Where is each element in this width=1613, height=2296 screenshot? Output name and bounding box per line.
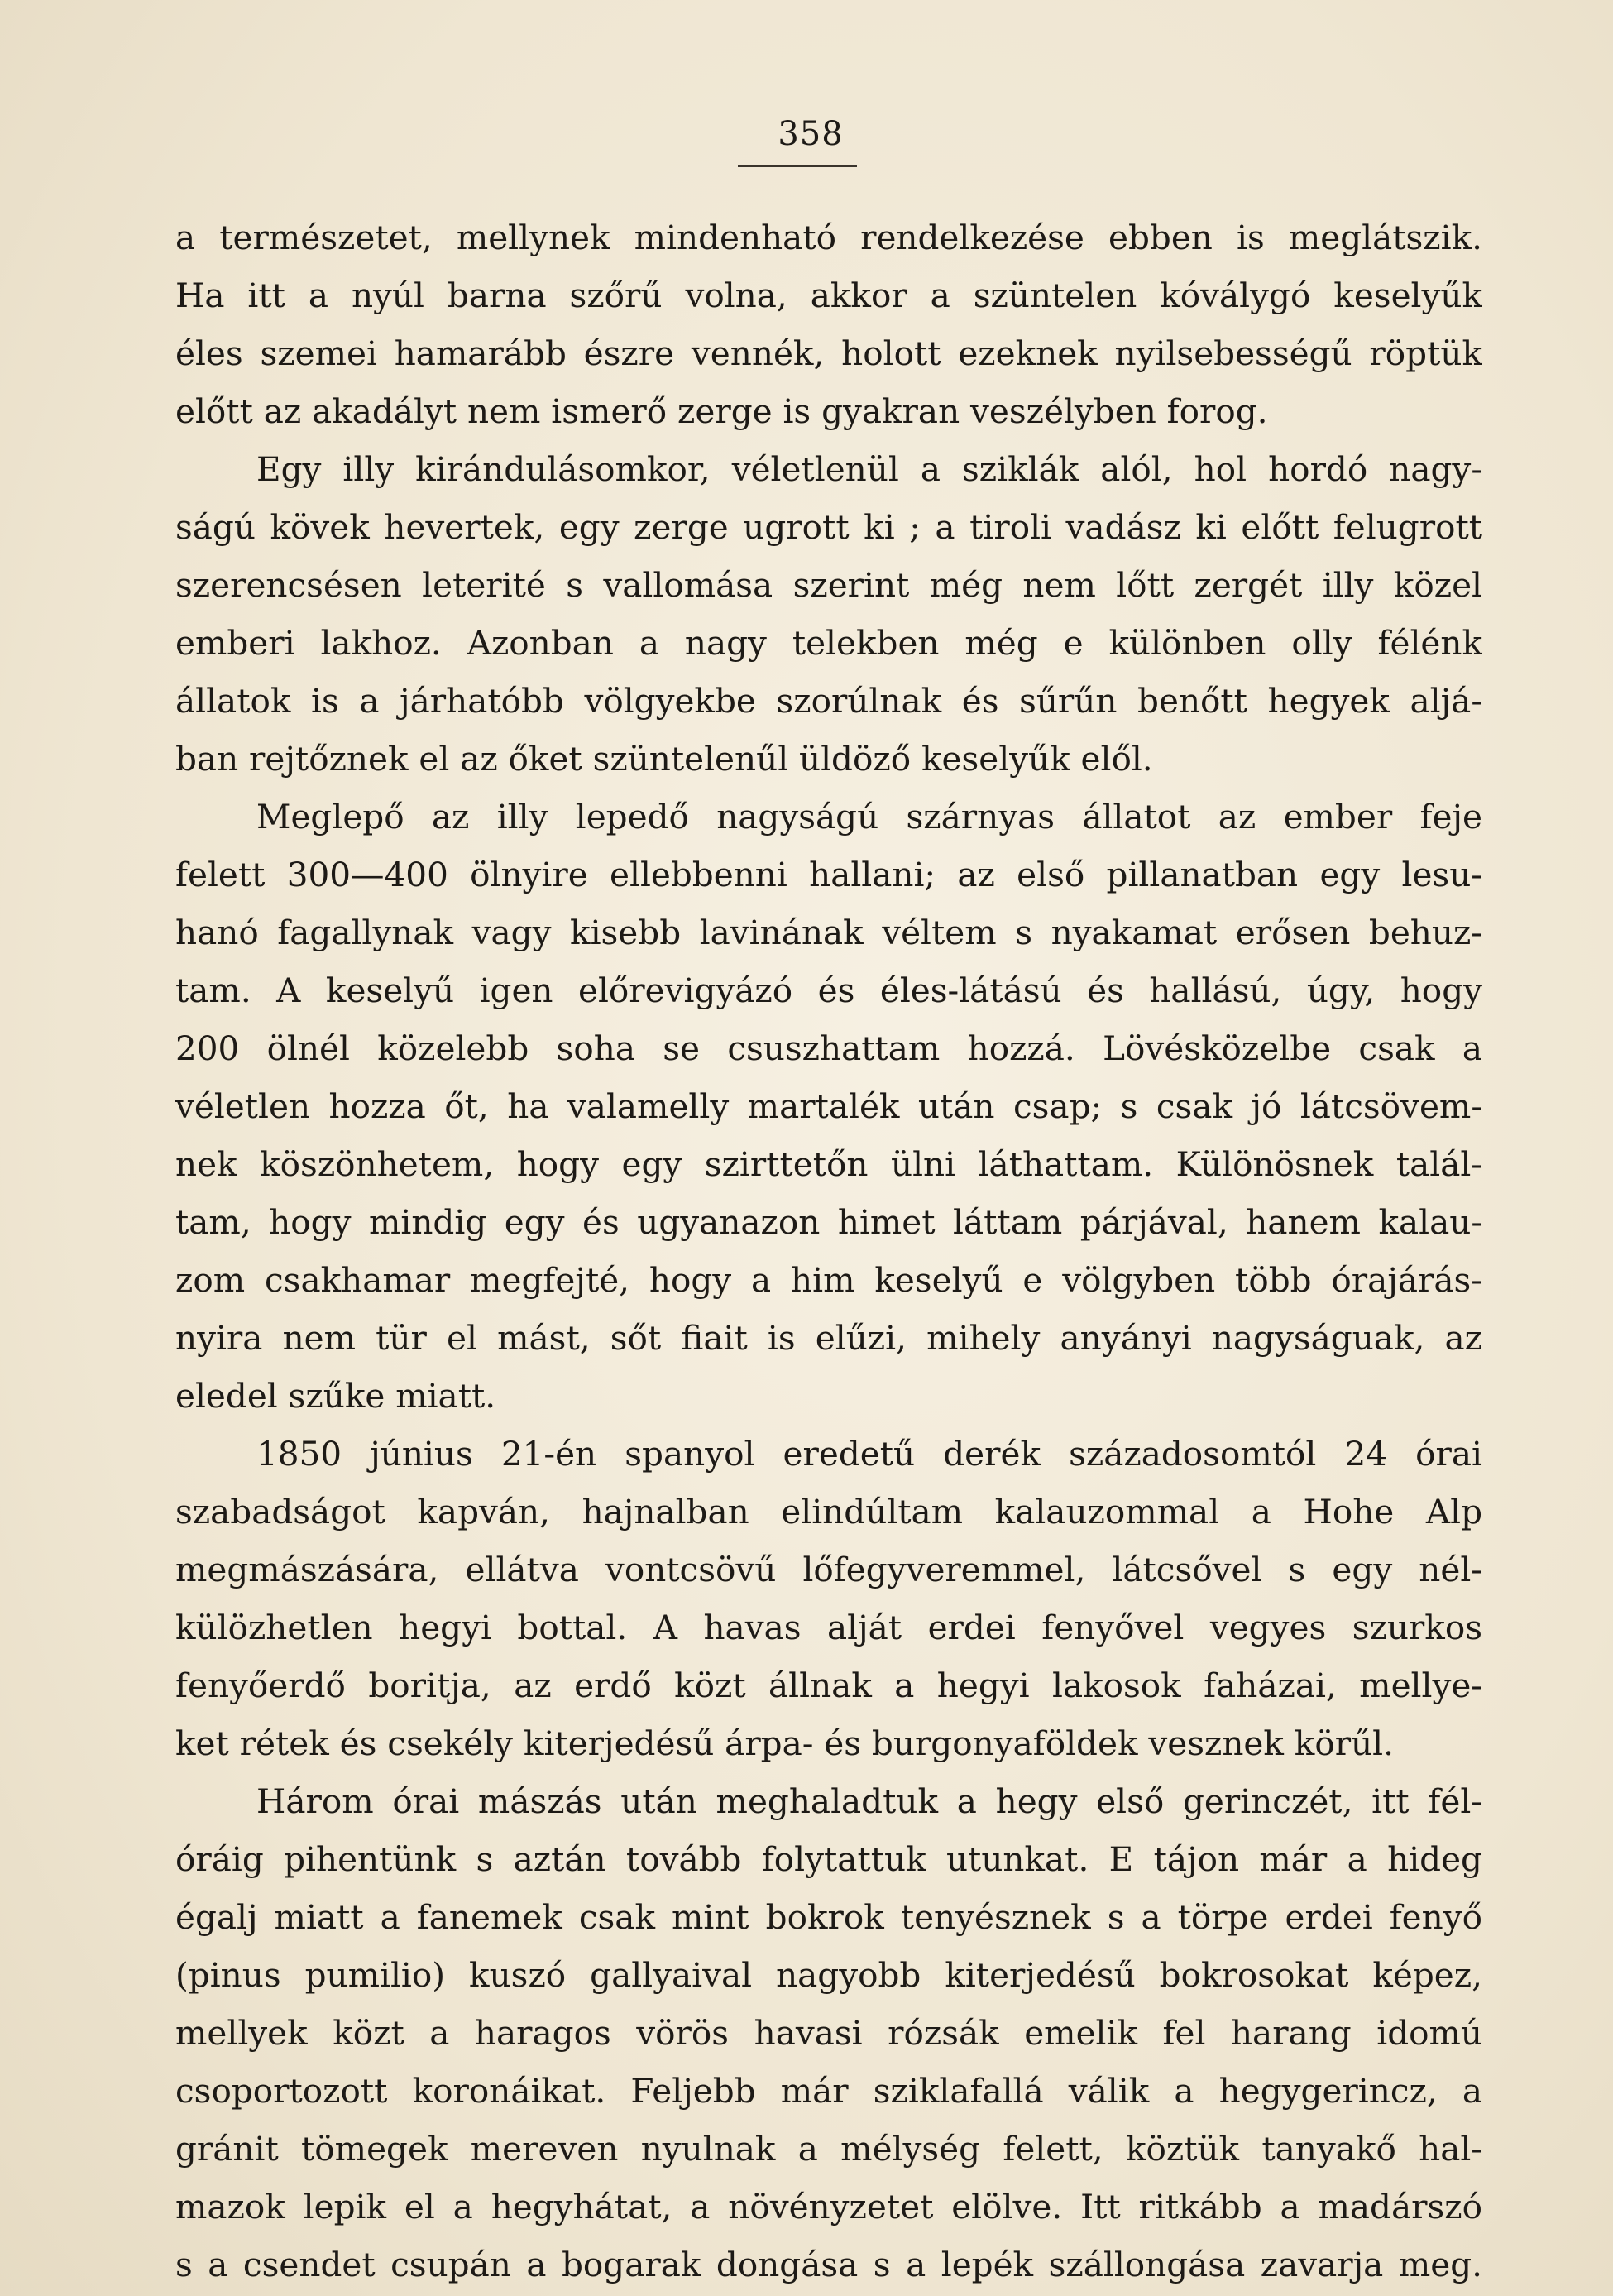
text-line: nyira nem tür el mást, sőt fiait is elűzi, mihely anyányi nagyságuak, az xyxy=(175,1318,1482,1358)
text-line: 1850 június 21-én spanyol eredetű derék századosomtól 24 órai xyxy=(256,1434,1482,1474)
text-line: óráig pihentünk s aztán tovább folytattuk utunkat. E tájon már a hideg xyxy=(175,1839,1482,1879)
text-line: hanó fagallynak vagy kisebb lavinának véltem s nyakamat erősen behuz- xyxy=(175,913,1482,952)
text-line: Meglepő az illy lepedő nagyságú szárnyas állatot az ember feje xyxy=(256,797,1482,836)
text-line: (pinus pumilio) kuszó gallyaival nagyobb kiterjedésű bokrosokat képez, xyxy=(175,1955,1482,1995)
text-line: 200 ölnél közelebb soha se csuszhattam hozzá. Lövésközelbe csak a xyxy=(175,1028,1482,1068)
text-line: nek köszönhetem, hogy egy szirttetőn ülni láthattam. Különösnek talál- xyxy=(175,1144,1482,1184)
text-line: tam. A keselyű igen előrevigyázó és éles-látású és hallású, úgy, hogy xyxy=(175,971,1482,1010)
text-line: éles szemei hamarább észre vennék, holott ezeknek nyilsebességű röptük xyxy=(175,333,1482,373)
text-line: zom csakhamar megfejté, hogy a him keselyű e völgyben több órajárás- xyxy=(175,1260,1482,1300)
body-text xyxy=(175,209,1482,2294)
text-line: előtt az akadályt nem ismerő zerge is gyakran veszélyben forog. xyxy=(175,391,1268,431)
text-line: emberi lakhoz. Azonban a nagy telekben még e különben olly félénk xyxy=(175,623,1482,663)
text-line: szerencsésen leterité s vallomása szerint még nem lőtt zergét illy közel xyxy=(175,565,1482,605)
text-line: fenyőerdő boritja, az erdő közt állnak a hegyi lakosok faházai, mellye- xyxy=(175,1666,1482,1705)
page-number: 358 xyxy=(778,115,844,153)
text-line: eledel szűke miatt. xyxy=(175,1376,496,1416)
text-line: Egy illy kirándulásomkor, véletlenül a sziklák alól, hol hordó nagy- xyxy=(256,449,1482,489)
text-line: felett 300—400 ölnyire ellebbenni hallani; az első pillanatban egy lesu- xyxy=(175,855,1482,894)
text-line: véletlen hozza őt, ha valamelly martalék után csap; s csak jó látcsövem- xyxy=(175,1086,1482,1126)
text-line: állatok is a járhatóbb völgyekbe szorúlnak és sűrűn benőtt hegyek aljá- xyxy=(175,681,1482,721)
page-number-rule xyxy=(738,165,857,167)
text-line: égalj miatt a fanemek csak mint bokrok tenyésznek s a törpe erdei fenyő xyxy=(175,1897,1482,1937)
text-line: szabadságot kapván, hajnalban elindúltam kalauzommal a Hohe Alp xyxy=(175,1492,1482,1531)
text-line: ságú kövek hevertek, egy zerge ugrott ki ; a tiroli vadász ki előtt felugrott xyxy=(175,507,1482,547)
text-line: megmászására, ellátva vontcsövű lőfegyveremmel, látcsővel s egy nél- xyxy=(175,1550,1482,1589)
text-line: mellyek közt a haragos vörös havasi rózsák emelik fel harang idomú xyxy=(175,2013,1482,2053)
text-line: Ha itt a nyúl barna szőrű volna, akkor a szüntelen kóválygó keselyűk xyxy=(175,276,1482,315)
text-line: ket rétek és csekély kiterjedésű árpa- és burgonyaföldek vesznek körűl. xyxy=(175,1723,1394,1763)
text-line: ban rejtőznek el az őket szüntelenűl üldöző keselyűk elől. xyxy=(175,739,1153,779)
text-line: tam, hogy mindig egy és ugyanazon himet láttam párjával, hanem kalau- xyxy=(175,1202,1482,1242)
text-line: a természetet, mellynek mindenható rendelkezése ebben is meglátszik. xyxy=(175,218,1482,257)
text-line: külözhetlen hegyi bottal. A havas alját erdei fenyővel vegyes szurkos xyxy=(175,1608,1482,1647)
text-line: gránit tömegek mereven nyulnak a mélység felett, köztük tanyakő hal- xyxy=(175,2129,1482,2169)
text-line: Három órai mászás után meghaladtuk a hegy első gerinczét, itt fél- xyxy=(256,1781,1482,1821)
text-line: mazok lepik el a hegyhátat, a növényzetet elölve. Itt ritkább a madárszó xyxy=(175,2187,1482,2226)
text-line: s a csendet csupán a bogarak dongása s a lepék szállongása zavarja meg. xyxy=(175,2245,1482,2284)
text-line: csoportozott koronáikat. Feljebb már sziklafallá válik a hegygerincz, a xyxy=(175,2071,1482,2111)
